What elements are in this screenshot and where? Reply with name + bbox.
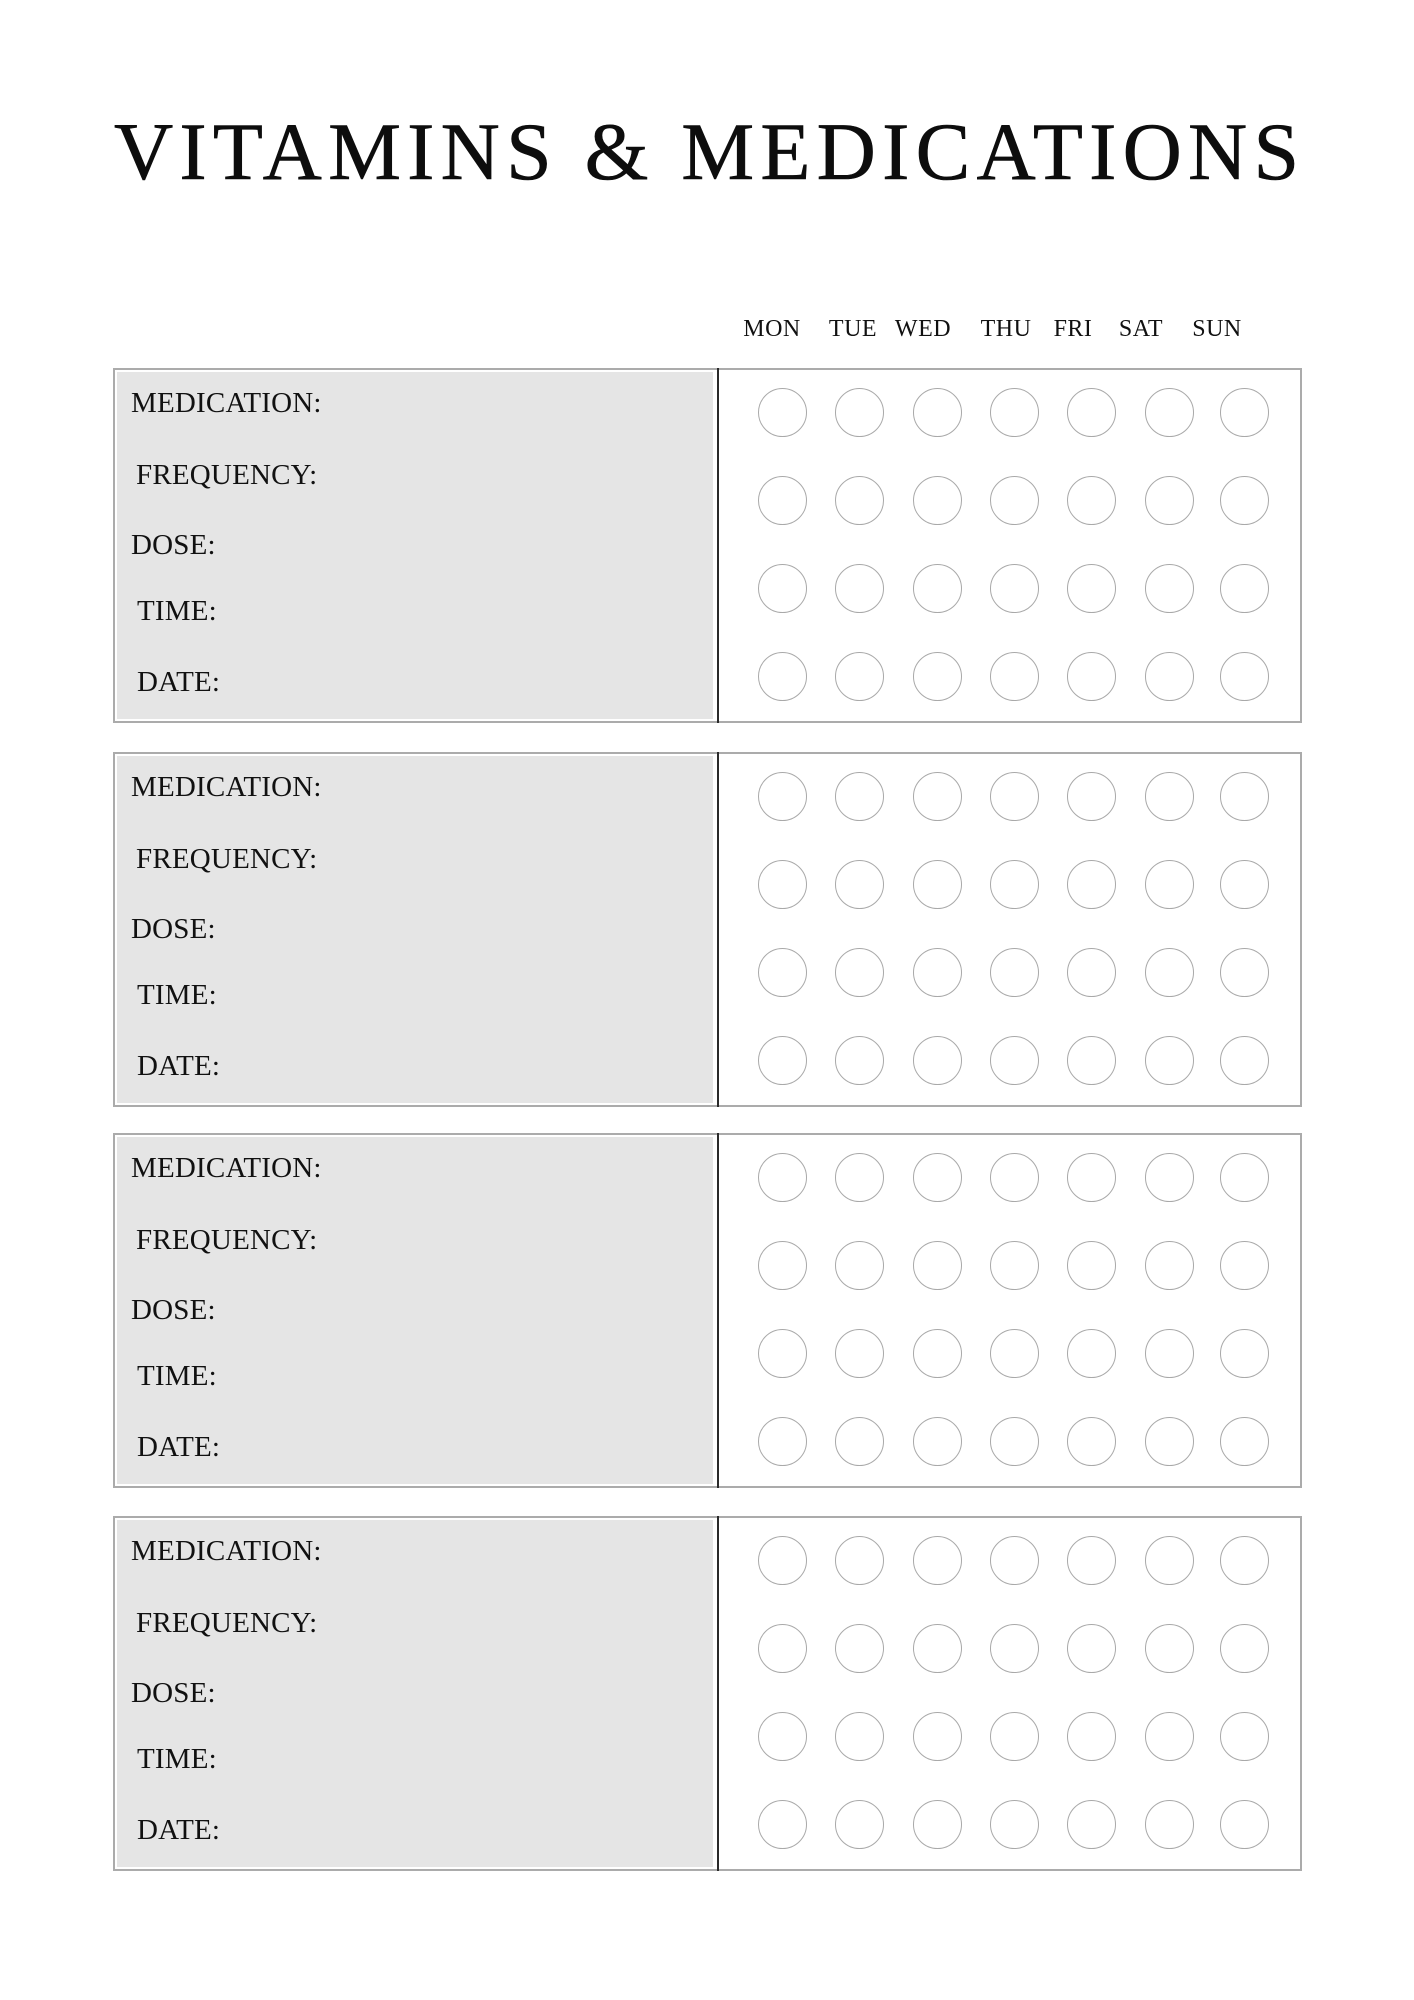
check-circle-fri-row-1[interactable] <box>1067 388 1116 437</box>
dose-label[interactable]: DOSE: <box>131 529 216 561</box>
check-circle-thu-row-1[interactable] <box>990 1536 1039 1585</box>
check-circle-thu-row-1[interactable] <box>990 1153 1039 1202</box>
day-header-row <box>0 314 1414 344</box>
time-label[interactable]: TIME: <box>137 1743 217 1775</box>
day-label-tue: TUE <box>828 316 878 342</box>
check-circle-sun-row-4[interactable] <box>1220 1036 1269 1085</box>
check-circle-sun-row-3[interactable] <box>1220 1712 1269 1761</box>
time-label[interactable]: TIME: <box>137 1360 217 1392</box>
check-circle-mon-row-4[interactable] <box>758 1417 807 1466</box>
check-circle-wed-row-4[interactable] <box>913 1800 962 1849</box>
check-circle-sun-row-1[interactable] <box>1220 388 1269 437</box>
check-circle-thu-row-1[interactable] <box>990 388 1039 437</box>
check-circle-tue-row-3[interactable] <box>835 564 884 613</box>
medication-block-3 <box>113 1133 1302 1488</box>
check-circle-sun-row-3[interactable] <box>1220 564 1269 613</box>
check-circle-mon-row-1[interactable] <box>758 388 807 437</box>
medication-info-panel <box>117 372 713 719</box>
column-divider <box>717 752 719 1107</box>
check-circle-thu-row-4[interactable] <box>990 1800 1039 1849</box>
check-circle-thu-row-4[interactable] <box>990 652 1039 701</box>
check-circle-tue-row-4[interactable] <box>835 1036 884 1085</box>
check-circle-sun-row-4[interactable] <box>1220 1800 1269 1849</box>
check-circle-fri-row-3[interactable] <box>1067 1329 1116 1378</box>
check-circle-thu-row-3[interactable] <box>990 948 1039 997</box>
check-circle-wed-row-4[interactable] <box>913 652 962 701</box>
check-circle-tue-row-2[interactable] <box>835 860 884 909</box>
check-circle-tue-row-3[interactable] <box>835 1712 884 1761</box>
medication-info-panel <box>117 756 713 1103</box>
medication-info-panel <box>117 1137 713 1484</box>
check-circle-mon-row-3[interactable] <box>758 1712 807 1761</box>
check-circle-wed-row-4[interactable] <box>913 1036 962 1085</box>
check-circle-sat-row-2[interactable] <box>1145 476 1194 525</box>
day-label-sun: SUN <box>1192 316 1242 342</box>
check-circle-sun-row-2[interactable] <box>1220 1624 1269 1673</box>
check-circle-tue-row-1[interactable] <box>835 1536 884 1585</box>
check-circle-thu-row-2[interactable] <box>990 860 1039 909</box>
check-circle-sun-row-2[interactable] <box>1220 476 1269 525</box>
check-circle-sat-row-3[interactable] <box>1145 1712 1194 1761</box>
check-circle-fri-row-1[interactable] <box>1067 772 1116 821</box>
check-circle-sat-row-3[interactable] <box>1145 948 1194 997</box>
check-circle-tue-row-2[interactable] <box>835 1624 884 1673</box>
check-circle-wed-row-2[interactable] <box>913 1624 962 1673</box>
time-label[interactable]: TIME: <box>137 979 217 1011</box>
check-circle-fri-row-4[interactable] <box>1067 652 1116 701</box>
date-label[interactable]: DATE: <box>137 1431 221 1463</box>
check-circle-thu-row-4[interactable] <box>990 1417 1039 1466</box>
check-circle-sat-row-1[interactable] <box>1145 1153 1194 1202</box>
check-circle-mon-row-2[interactable] <box>758 860 807 909</box>
check-circle-mon-row-1[interactable] <box>758 1536 807 1585</box>
check-circle-mon-row-3[interactable] <box>758 564 807 613</box>
check-circle-wed-row-4[interactable] <box>913 1417 962 1466</box>
check-circle-sat-row-3[interactable] <box>1145 1329 1194 1378</box>
medication-label[interactable]: MEDICATION: <box>131 1152 322 1184</box>
check-circle-fri-row-1[interactable] <box>1067 1153 1116 1202</box>
check-circle-wed-row-2[interactable] <box>913 476 962 525</box>
check-circle-thu-row-4[interactable] <box>990 1036 1039 1085</box>
dose-label[interactable]: DOSE: <box>131 1677 216 1709</box>
check-circle-sun-row-4[interactable] <box>1220 652 1269 701</box>
check-circle-tue-row-2[interactable] <box>835 476 884 525</box>
check-circle-tue-row-2[interactable] <box>835 1241 884 1290</box>
check-circle-fri-row-3[interactable] <box>1067 948 1116 997</box>
check-circle-thu-row-3[interactable] <box>990 1329 1039 1378</box>
check-circle-sat-row-3[interactable] <box>1145 564 1194 613</box>
check-circle-mon-row-2[interactable] <box>758 1241 807 1290</box>
check-circle-sun-row-1[interactable] <box>1220 1536 1269 1585</box>
check-circle-wed-row-2[interactable] <box>913 860 962 909</box>
check-circle-sun-row-1[interactable] <box>1220 772 1269 821</box>
check-circle-wed-row-3[interactable] <box>913 1329 962 1378</box>
check-circle-sun-row-2[interactable] <box>1220 860 1269 909</box>
check-circle-fri-row-4[interactable] <box>1067 1036 1116 1085</box>
check-circle-sat-row-1[interactable] <box>1145 1536 1194 1585</box>
check-circle-tue-row-4[interactable] <box>835 1417 884 1466</box>
check-circle-wed-row-3[interactable] <box>913 564 962 613</box>
medication-block-4 <box>113 1516 1302 1871</box>
check-circle-wed-row-1[interactable] <box>913 388 962 437</box>
day-label-fri: FRI <box>1053 316 1093 342</box>
column-divider <box>717 1133 719 1488</box>
check-circle-mon-row-3[interactable] <box>758 1329 807 1378</box>
date-label[interactable]: DATE: <box>137 666 221 698</box>
date-label[interactable]: DATE: <box>137 1050 221 1082</box>
check-circle-sun-row-4[interactable] <box>1220 1417 1269 1466</box>
check-circle-sun-row-3[interactable] <box>1220 948 1269 997</box>
dose-label[interactable]: DOSE: <box>131 1294 216 1326</box>
date-label[interactable]: DATE: <box>137 1814 221 1846</box>
check-circle-wed-row-1[interactable] <box>913 772 962 821</box>
check-circle-fri-row-2[interactable] <box>1067 1241 1116 1290</box>
medication-label[interactable]: MEDICATION: <box>131 387 322 419</box>
check-circle-sat-row-2[interactable] <box>1145 1624 1194 1673</box>
check-circle-fri-row-1[interactable] <box>1067 1536 1116 1585</box>
check-circle-mon-row-4[interactable] <box>758 1800 807 1849</box>
day-label-mon: MON <box>743 316 801 342</box>
medication-label[interactable]: MEDICATION: <box>131 771 322 803</box>
day-label-sat: SAT <box>1118 316 1164 342</box>
check-circle-fri-row-4[interactable] <box>1067 1800 1116 1849</box>
page-title: VITAMINS & MEDICATIONS <box>114 106 1306 197</box>
check-circle-tue-row-3[interactable] <box>835 948 884 997</box>
check-circle-fri-row-4[interactable] <box>1067 1417 1116 1466</box>
medication-block-2 <box>113 752 1302 1107</box>
check-circle-wed-row-1[interactable] <box>913 1153 962 1202</box>
check-circle-tue-row-4[interactable] <box>835 1800 884 1849</box>
medication-block-1 <box>113 368 1302 723</box>
medication-label[interactable]: MEDICATION: <box>131 1535 322 1567</box>
frequency-label[interactable]: FREQUENCY: <box>136 1224 318 1256</box>
check-circle-mon-row-2[interactable] <box>758 1624 807 1673</box>
check-circle-tue-row-4[interactable] <box>835 652 884 701</box>
check-circle-sat-row-4[interactable] <box>1145 1036 1194 1085</box>
check-circle-thu-row-2[interactable] <box>990 476 1039 525</box>
check-circle-thu-row-1[interactable] <box>990 772 1039 821</box>
day-label-wed: WED <box>894 316 952 342</box>
check-circle-thu-row-2[interactable] <box>990 1624 1039 1673</box>
check-circle-mon-row-1[interactable] <box>758 1153 807 1202</box>
check-circle-sun-row-3[interactable] <box>1220 1329 1269 1378</box>
check-circle-fri-row-2[interactable] <box>1067 1624 1116 1673</box>
check-circle-fri-row-2[interactable] <box>1067 476 1116 525</box>
check-circle-sun-row-1[interactable] <box>1220 1153 1269 1202</box>
check-circle-thu-row-2[interactable] <box>990 1241 1039 1290</box>
check-circle-tue-row-1[interactable] <box>835 1153 884 1202</box>
frequency-label[interactable]: FREQUENCY: <box>136 1607 318 1639</box>
check-circle-fri-row-3[interactable] <box>1067 564 1116 613</box>
check-circle-sat-row-2[interactable] <box>1145 860 1194 909</box>
check-circle-fri-row-3[interactable] <box>1067 1712 1116 1761</box>
check-circle-sat-row-4[interactable] <box>1145 1800 1194 1849</box>
column-divider <box>717 368 719 723</box>
check-circle-fri-row-2[interactable] <box>1067 860 1116 909</box>
check-circle-tue-row-1[interactable] <box>835 388 884 437</box>
check-circle-sun-row-2[interactable] <box>1220 1241 1269 1290</box>
check-circle-mon-row-3[interactable] <box>758 948 807 997</box>
check-circle-wed-row-1[interactable] <box>913 1536 962 1585</box>
check-circle-mon-row-1[interactable] <box>758 772 807 821</box>
column-divider <box>717 1516 719 1871</box>
check-circle-wed-row-3[interactable] <box>913 948 962 997</box>
check-circle-wed-row-3[interactable] <box>913 1712 962 1761</box>
frequency-label[interactable]: FREQUENCY: <box>136 843 318 875</box>
check-circle-sat-row-4[interactable] <box>1145 1417 1194 1466</box>
check-circle-tue-row-1[interactable] <box>835 772 884 821</box>
day-label-thu: THU <box>980 316 1032 342</box>
frequency-label[interactable]: FREQUENCY: <box>136 459 318 491</box>
check-circle-sat-row-1[interactable] <box>1145 388 1194 437</box>
time-label[interactable]: TIME: <box>137 595 217 627</box>
check-circle-sat-row-1[interactable] <box>1145 772 1194 821</box>
check-circle-mon-row-2[interactable] <box>758 476 807 525</box>
check-circle-sat-row-2[interactable] <box>1145 1241 1194 1290</box>
check-circle-sat-row-4[interactable] <box>1145 652 1194 701</box>
check-circle-wed-row-2[interactable] <box>913 1241 962 1290</box>
medication-info-panel <box>117 1520 713 1867</box>
check-circle-thu-row-3[interactable] <box>990 1712 1039 1761</box>
check-circle-mon-row-4[interactable] <box>758 652 807 701</box>
check-circle-tue-row-3[interactable] <box>835 1329 884 1378</box>
check-circle-thu-row-3[interactable] <box>990 564 1039 613</box>
check-circle-mon-row-4[interactable] <box>758 1036 807 1085</box>
dose-label[interactable]: DOSE: <box>131 913 216 945</box>
